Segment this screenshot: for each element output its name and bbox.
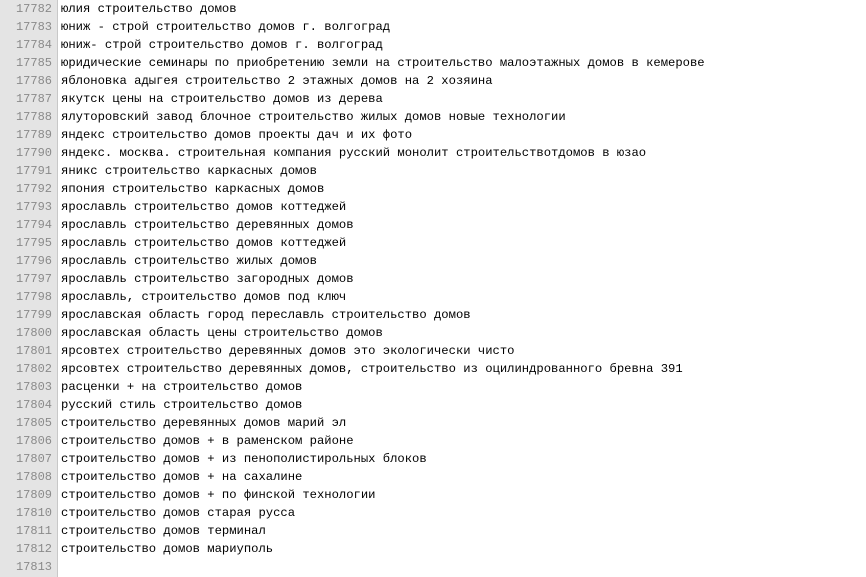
text-line[interactable]: япония строительство каркасных домов: [61, 182, 325, 196]
text-line[interactable]: ярославль строительство деревянных домов: [61, 218, 354, 232]
line-number: 17813: [15, 560, 52, 574]
line-number: 17782: [15, 2, 52, 16]
line-number: 17801: [15, 344, 52, 358]
line-number: 17791: [15, 164, 52, 178]
text-line[interactable]: юниж - строй строительство домов г. волгоград: [61, 20, 391, 34]
text-line[interactable]: ярославская область цены строительство домов: [61, 326, 383, 340]
text-line[interactable]: строительство домов мариуполь: [61, 542, 274, 556]
text-line[interactable]: ярославль строительство домов коттеджей: [61, 236, 347, 250]
line-number: 17811: [15, 524, 52, 538]
line-number: 17787: [15, 92, 52, 106]
line-number: 17784: [15, 38, 52, 52]
line-number: 17792: [15, 182, 52, 196]
line-number: 17803: [15, 380, 52, 394]
line-number: 17812: [15, 542, 52, 556]
line-number: 17790: [15, 146, 52, 160]
text-line[interactable]: строительство домов + из пенополистирольных блоков: [61, 452, 427, 466]
text-line[interactable]: ярсовтех строительство деревянных домов это экологически чисто: [61, 344, 515, 358]
line-number: 17796: [15, 254, 52, 268]
line-number: 17808: [15, 470, 52, 484]
text-line[interactable]: ярославль строительство загородных домов: [61, 272, 354, 286]
line-number: 17795: [15, 236, 52, 250]
text-line[interactable]: [61, 558, 866, 576]
text-line[interactable]: яблоновка адыгея строительство 2 этажных домов на 2 хозяина: [61, 74, 493, 88]
line-number: 17804: [15, 398, 52, 412]
line-number: 17806: [15, 434, 52, 448]
line-number: 17788: [15, 110, 52, 124]
text-line[interactable]: ялуторовский завод блочное строительство жилых домов новые технологии: [61, 110, 566, 124]
text-line[interactable]: ярославль строительство домов коттеджей: [61, 200, 347, 214]
line-number: 17785: [15, 56, 52, 70]
line-number: 17810: [15, 506, 52, 520]
line-number: 17805: [15, 416, 52, 430]
text-line[interactable]: строительство домов + по финской технологии: [61, 488, 376, 502]
text-line[interactable]: русский стиль строительство домов: [61, 398, 303, 412]
text-line[interactable]: строительство домов + в раменском районе: [61, 434, 354, 448]
text-line[interactable]: ярсовтех строительство деревянных домов, строительство из оцилиндрованного бревна 391: [61, 362, 683, 376]
text-line[interactable]: юридические семинары по приобретению земли на строительство малоэтажных домов в кемерове: [61, 56, 705, 70]
text-line[interactable]: строительство домов терминал: [61, 524, 266, 538]
line-number: 17798: [15, 290, 52, 304]
line-number-gutter: [0, 0, 58, 577]
line-number: 17794: [15, 218, 52, 232]
line-number: 17807: [15, 452, 52, 466]
text-line[interactable]: ярославская область город переславль строительство домов: [61, 308, 471, 322]
text-line[interactable]: строительство домов старая русса: [61, 506, 296, 520]
text-line[interactable]: расценки + на строительство домов: [61, 380, 303, 394]
text-area[interactable]: [58, 0, 866, 577]
text-line[interactable]: юниж- строй строительство домов г. волгоград: [61, 38, 383, 52]
text-line[interactable]: яндекс. москва. строительная компания русский монолит строительствотдомов в юзао: [61, 146, 647, 160]
text-line[interactable]: юлия строительство домов: [61, 2, 237, 16]
text-line[interactable]: строительство домов + на сахалине: [61, 470, 303, 484]
text-line[interactable]: яндекс строительство домов проекты дач и их фото: [61, 128, 413, 142]
line-number: 17786: [15, 74, 52, 88]
line-number: 17783: [15, 20, 52, 34]
text-line[interactable]: ярославль строительство жилых домов: [61, 254, 317, 268]
text-line[interactable]: яникс строительство каркасных домов: [61, 164, 317, 178]
line-number: 17799: [15, 308, 52, 322]
text-line[interactable]: строительство деревянных домов марий эл: [61, 416, 347, 430]
line-number: 17789: [15, 128, 52, 142]
line-number: 17802: [15, 362, 52, 376]
text-line[interactable]: ярославль, строительство домов под ключ: [61, 290, 347, 304]
line-number: 17797: [15, 272, 52, 286]
line-number: 17809: [15, 488, 52, 502]
line-number: 17800: [15, 326, 52, 340]
text-line[interactable]: якутск цены на строительство домов из дерева: [61, 92, 383, 106]
line-number: 17793: [15, 200, 52, 214]
